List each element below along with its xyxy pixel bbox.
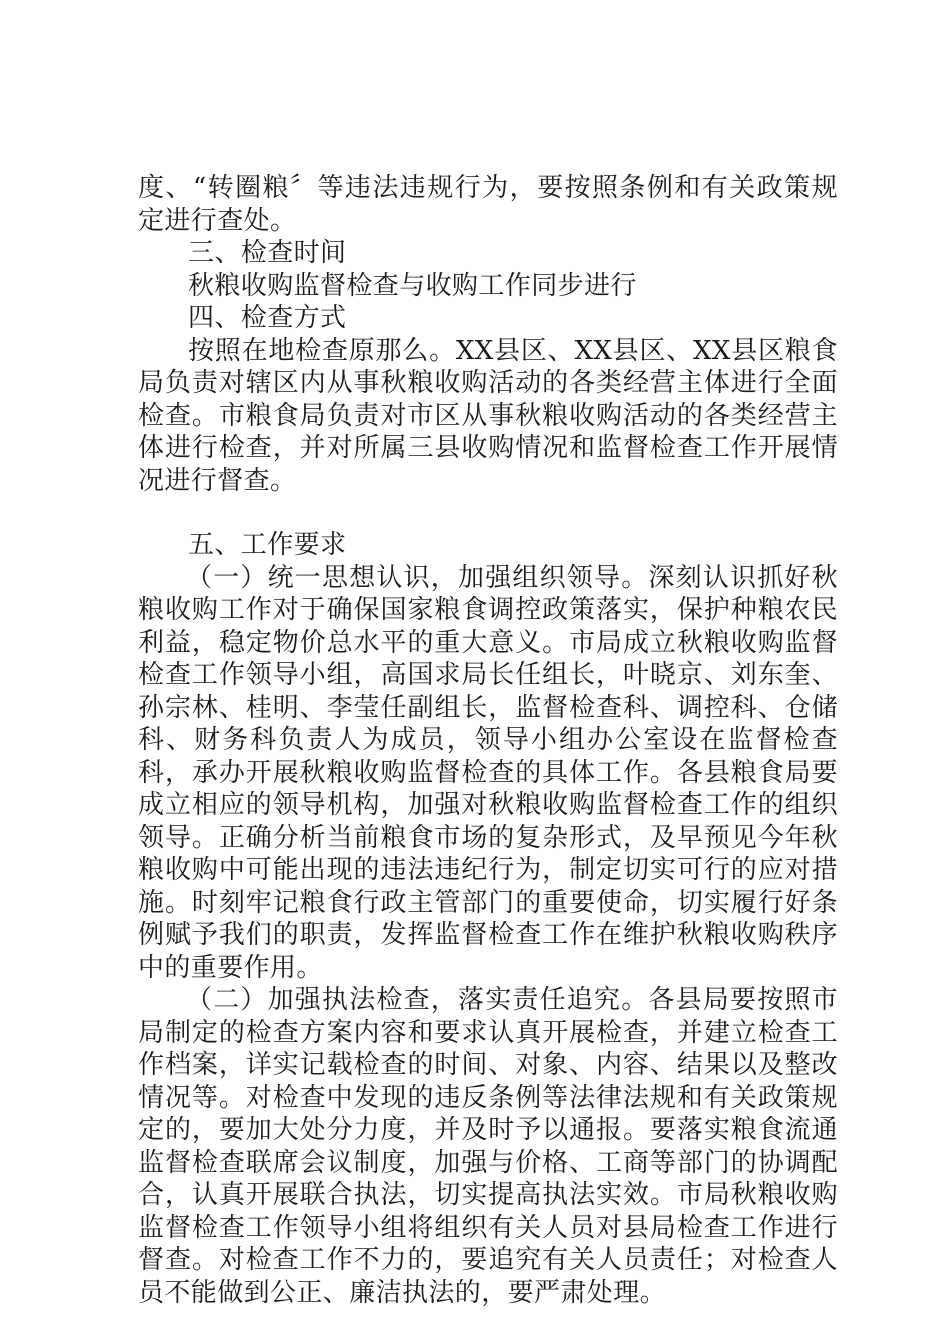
heading-work-requirements: 五、工作要求 — [188, 530, 347, 560]
paragraph-inspection-method: 按照在地检查原那么。XX县区、XX县区、XX县区粮食局负责对辖区内从事秋粮收购活动的各类经营主体进行全面检查。市粮食局负责对市区从事秋粮收购活动的各类经营主体进行检查，并对所属三县收购情况和监督检查工作开展情况进行督查。 — [138, 335, 838, 496]
paragraph-requirement-2: （二）加强执法检查，落实责任追究。各县局要按照市局制定的检查方案内容和要求认真开展检查，并建立检查工作档案，详实记载检查的时间、对象、内容、结果以及整改情况等。对检查中发现的违反条例等法律法规和有关政策规定的，要加大处分力度，并及时予以通报。要落实粮食流通监督检查联席会议制度，加强与价格、工商等部门的协调配合，认真开展联合执法，切实提高执法实效。市局秋粮收购监督检查工作领导小组将组织有关人员对县局检查工作进行督查。对检查工作不力的，要追究有关人员责任；对检查人员不能做到公正、廉洁执法的，要严肃处理。 — [138, 985, 838, 1308]
paragraph-violations-continued: 度、“转圈粮〞等违法违规行为，要按照条例和有关政策规定进行查处。 — [138, 173, 838, 236]
heading-inspection-method: 四、检查方式 — [188, 303, 347, 333]
paragraph-inspection-time: 秋粮收购监督检查与收购工作同步进行 — [188, 270, 637, 301]
heading-inspection-time: 三、检查时间 — [188, 238, 347, 268]
paragraph-requirement-1: （一）统一思想认识，加强组织领导。深刻认识抓好秋粮收购工作对于确保国家粮食调控政策落实，保护种粮农民利益，稳定物价总水平的重大意义。市局成立秋粮收购监督检查工作领导小组，高国求局长任组长，叶晓京、刘东奎、孙宗林、桂明、李莹任副组长，监督检查科、调控科、仓储科、财务科负责人为成员，领导小组办公室设在监督检查科，承办开展秋粮收购监督检查的具体工作。各县粮食局要成立相应的领导机构，加强对秋粮收购监督检查工作的组织领导。正确分析当前粮食市场的复杂形式，及早预见今年秋粮收购中可能出现的违法违纪行为，制定切实可行的应对措施。时刻牢记粮食行政主管部门的重要使命，切实履行好条例赋予我们的职责，发挥监督检查工作在维护秋粮收购秩序中的重要作用。 — [138, 562, 838, 983]
document-body — [138, 172, 838, 1309]
